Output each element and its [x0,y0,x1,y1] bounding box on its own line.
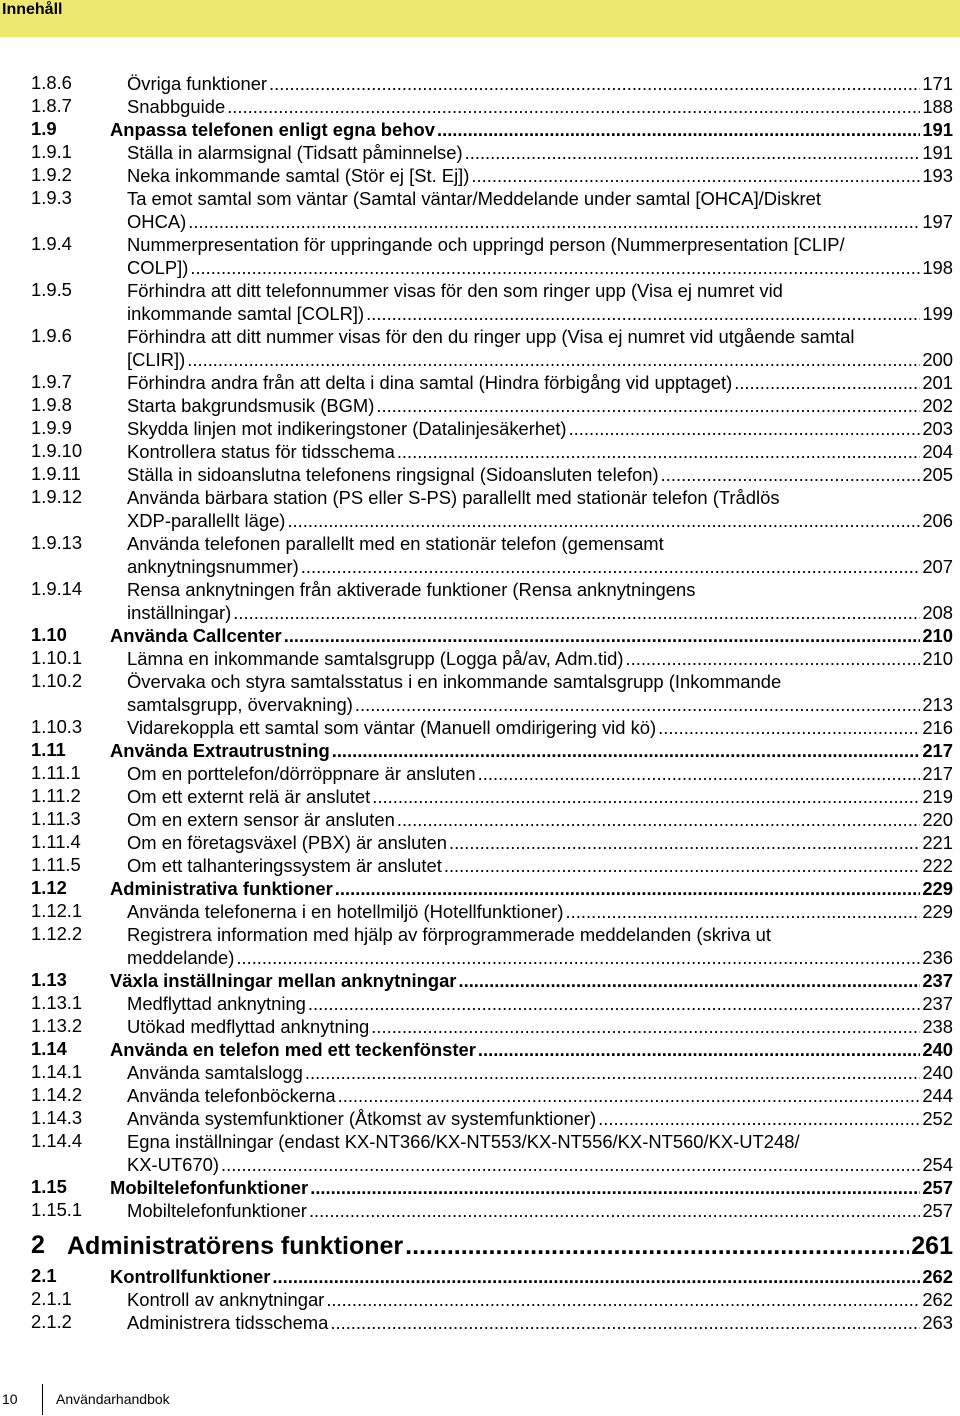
toc-page-number: 257 [922,1200,953,1221]
toc-entry[interactable] [31,900,953,923]
toc-entry-title: Kontrollfunktioner [110,1266,271,1287]
toc-entry-title: Neka inkommande samtal (Stör ej [St. Ej]) [127,165,470,186]
toc-entry[interactable] [31,1015,953,1038]
toc-entry-title: Utökad medflyttad anknytning [127,1016,370,1037]
toc-page-number: 210 [922,625,953,646]
toc-entry-title: KX-UT670) [127,1154,219,1175]
toc-entry-number: 1.13.1 [31,992,83,1013]
toc-page-number: 217 [922,740,953,761]
toc-page-number: 240 [922,1062,953,1083]
toc-entry-title: Använda bärbara station (PS eller S-PS) parallellt med stationär telefon (Trådlös [127,487,780,508]
toc-page-number: 199 [922,303,953,324]
toc-page-number: 216 [922,717,953,738]
toc-leader-dots [734,371,920,394]
toc-entry[interactable] [31,992,953,1015]
toc-page-number: 219 [922,786,953,807]
toc-page-number: 210 [922,648,953,669]
toc-entry-title: Nummerpresentation för uppringande och uppringd person (Nummerpresentation [CLIP/ [127,234,845,255]
toc-entry-number: 1.11.3 [31,808,81,829]
toc-entry[interactable] [31,1038,953,1061]
toc-page-number: 221 [922,832,953,853]
toc-page-number: 222 [922,855,953,876]
toc-entry-title: [CLIR]) [127,349,186,370]
toc-entry-title: Använda systemfunktioner (Åtkomst av systemfunktioner) [127,1108,597,1129]
toc-entry[interactable] [31,187,953,233]
toc-leader-dots [397,808,920,831]
toc-entry-title: Rensa anknytningen från aktiverade funktioner (Rensa anknytningens [127,579,696,600]
toc-leader-dots [397,440,921,463]
toc-entry-number: 2.1.1 [31,1288,72,1309]
toc-entry-number: 1.12.2 [31,923,83,944]
footer-divider [42,1384,43,1415]
toc-entry-number: 1.14.3 [31,1107,83,1128]
toc-entry-number: 1.8.6 [31,72,72,93]
toc-entry-number: 1.15 [31,1176,67,1197]
toc-entry-number: 1.9.9 [31,417,72,438]
toc-entry-title: Medflyttad anknytning [127,993,306,1014]
toc-page-number: 236 [922,947,953,968]
toc-leader-dots [310,1176,920,1199]
toc-entry-title: Kontroll av anknytningar [127,1289,325,1310]
toc-entry-number: 1.9.5 [31,279,72,300]
toc-leader-dots [227,95,920,118]
toc-page-number: 229 [922,878,953,899]
toc-leader-dots [471,164,920,187]
toc-entry-title: Använda Callcenter [110,625,282,646]
toc-entry[interactable] [31,1084,953,1107]
toc-page-number: 204 [922,441,953,462]
toc-entry-number: 1.9.7 [31,371,72,392]
toc-page-number: 200 [922,349,953,370]
toc-entry-title: Förhindra att ditt telefonnummer visas för den som ringer upp (Visa ej numret vid [127,280,783,301]
toc-entry[interactable] [31,279,953,325]
toc-entry-number: 1.9.12 [31,486,83,507]
toc-leader-dots [465,141,921,164]
toc-leader-dots [625,647,920,670]
toc-entry-number: 1.9.11 [31,463,81,484]
toc-entry-title: inkommande samtal [COLR]) [127,303,365,324]
toc-leader-dots [661,463,921,486]
toc-leader-dots [188,210,920,233]
toc-entry[interactable] [31,532,953,578]
toc-leader-dots [458,969,920,992]
table-of-contents [31,72,953,1334]
toc-entry[interactable] [31,440,953,463]
toc-entry-title: Använda samtalslogg [127,1062,303,1083]
toc-page-number: 205 [922,464,953,485]
toc-entry-title: Mobiltelefonfunktioner [127,1200,307,1221]
toc-entry-title: Administratörens funktioner [67,1232,404,1260]
toc-entry-title: Om ett talhanteringssystem är anslutet [127,855,442,876]
toc-entry-number: 1.10 [31,624,67,645]
toc-entry-title: OHCA) [127,211,187,232]
toc-leader-dots [326,1288,920,1311]
toc-leader-dots [338,1084,921,1107]
toc-page-number: 252 [922,1108,953,1129]
toc-entry-number: 1.10.1 [31,647,83,668]
toc-page-number: 193 [922,165,953,186]
toc-entry[interactable] [31,877,953,900]
toc-page-number: 198 [922,257,953,278]
toc-entry[interactable] [31,969,953,992]
toc-leader-dots [309,1199,920,1222]
toc-entry[interactable] [31,716,953,739]
toc-page-number: 217 [922,763,953,784]
toc-entry[interactable] [31,1265,953,1288]
toc-entry[interactable] [31,831,953,854]
toc-leader-dots [308,992,920,1015]
toc-entry-number: 1.11.5 [31,854,81,875]
toc-page-number: 202 [922,395,953,416]
toc-leader-dots [566,900,921,923]
toc-page-number: 229 [922,901,953,922]
toc-entry-number: 1.9.2 [31,164,72,185]
toc-page-number: 261 [911,1232,953,1260]
toc-entry[interactable] [31,624,953,647]
toc-entry-title: meddelande) [127,947,235,968]
toc-page-number: 244 [922,1085,953,1106]
toc-page-number: 213 [922,694,953,715]
footer-page-number: 10 [2,1391,18,1407]
toc-entry-number: 1.9.3 [31,187,72,208]
toc-entry-title: Om en porttelefon/dörröppnare är ansluten [127,763,476,784]
toc-entry-number: 1.15.1 [31,1199,83,1220]
toc-page-number: 191 [922,142,953,163]
toc-leader-dots [187,348,920,371]
toc-page-number: 197 [922,211,953,232]
toc-entry-title: Egna inställningar (endast KX-NT366/KX-NT553/KX-NT556/KX-NT560/KX-UT248/ [127,1131,800,1152]
toc-entry-number: 1.9.10 [31,440,83,461]
toc-entry-title: Ställa in alarmsignal (Tidsatt påminnelse) [127,142,463,163]
toc-leader-dots [355,693,920,716]
toc-entry-title: Anpassa telefonen enligt egna behov [110,119,435,140]
toc-entry[interactable] [31,325,953,371]
toc-entry[interactable] [31,808,953,831]
toc-leader-dots [371,1015,920,1038]
toc-leader-dots [236,946,920,969]
toc-leader-dots [284,624,921,647]
toc-page-number: 262 [922,1289,953,1310]
toc-leader-dots [366,302,920,325]
toc-leader-dots [376,394,920,417]
toc-entry-number: 1.13 [31,969,67,990]
toc-entry[interactable] [31,1107,953,1130]
toc-entry[interactable] [31,762,953,785]
toc-entry-title: Använda en telefon med ett teckenfönster [110,1039,476,1060]
toc-entry[interactable] [31,923,953,969]
toc-entry-title: Snabbguide [127,96,226,117]
toc-entry[interactable] [31,118,953,141]
toc-entry-title: XDP-parallellt läge) [127,510,286,531]
toc-entry-title: Övriga funktioner [127,73,268,94]
toc-entry-number: 1.10.3 [31,716,83,737]
header-bar [0,0,960,37]
toc-leader-dots [301,555,921,578]
toc-leader-dots [305,1061,920,1084]
toc-entry[interactable] [31,1288,953,1311]
toc-page-number: 220 [922,809,953,830]
toc-entry-title: Administrativa funktioner [110,878,333,899]
toc-entry[interactable] [31,1311,953,1334]
toc-entry-title: Övervaka och styra samtalsstatus i en inkommande samtalsgrupp (Inkommande [127,671,782,692]
toc-entry-title: Använda telefonen parallellt med en stationär telefon (gemensamt [127,533,664,554]
toc-entry[interactable] [31,1199,953,1222]
toc-page-number: 201 [922,372,953,393]
toc-entry-title: Lämna en inkommande samtalsgrupp (Logga på/av, Adm.tid) [127,648,624,669]
toc-entry-title: Mobiltelefonfunktioner [110,1177,309,1198]
toc-leader-dots [335,877,921,900]
toc-entry-number: 1.9.6 [31,325,72,346]
toc-entry[interactable] [31,233,953,279]
toc-entry-number: 1.8.7 [31,95,72,116]
toc-leader-dots [658,716,920,739]
toc-entry-title: Använda Extrautrustning [110,740,330,761]
footer-title: Användarhandbok [56,1391,170,1407]
toc-entry[interactable] [31,394,953,417]
toc-entry-title: Växla inställningar mellan anknytningar [110,970,457,991]
page-title: Innehåll [2,1,63,18]
toc-leader-dots [372,785,920,808]
toc-leader-dots [449,831,920,854]
toc-leader-dots [287,509,920,532]
toc-entry-number: 1.14 [31,1038,67,1059]
toc-entry[interactable] [31,95,953,118]
toc-page-number: 206 [922,510,953,531]
toc-entry-number: 1.14.1 [31,1061,83,1082]
toc-entry-number: 1.11.1 [31,762,81,783]
toc-leader-dots [233,601,920,624]
toc-leader-dots [444,854,920,877]
toc-entry-number: 1.12 [31,877,67,898]
toc-entry[interactable] [31,1130,953,1176]
toc-entry-title: Ta emot samtal som väntar (Samtal väntar/Meddelande under samtal [OHCA]/Diskret [127,188,822,209]
toc-page-number: 262 [922,1266,953,1287]
toc-page-number: 263 [922,1312,953,1333]
toc-entry-number: 2.1 [31,1265,57,1286]
toc-entry[interactable] [31,670,953,716]
toc-leader-dots [598,1107,920,1130]
toc-entry-number: 1.13.2 [31,1015,83,1036]
toc-entry-title: Starta bakgrundsmusik (BGM) [127,395,375,416]
toc-entry[interactable] [31,739,953,762]
toc-page-number: 237 [922,970,953,991]
toc-page-number: 208 [922,602,953,623]
toc-entry[interactable] [31,1061,953,1084]
toc-page-number: 254 [922,1154,953,1175]
toc-entry-title: Ställa in sidoanslutna telefonens ringsignal (Sidoansluten telefon) [127,464,659,485]
toc-page-number: 238 [922,1016,953,1037]
toc-entry-title: Förhindra att ditt nummer visas för den du ringer upp (Visa ej numret vid utgående samtal [127,326,855,347]
toc-entry-title: inställningar) [127,602,232,623]
toc-entry-number: 1.9.8 [31,394,72,415]
toc-page-number: 237 [922,993,953,1014]
toc-leader-dots [190,256,920,279]
toc-entry-number: 1.11.2 [31,785,81,806]
toc-entry-number: 1.10.2 [31,670,83,691]
toc-leader-dots [221,1153,920,1176]
toc-leader-dots [437,118,920,141]
toc-entry[interactable] [31,463,953,486]
toc-entry-title: anknytningsnummer) [127,556,299,577]
toc-entry[interactable] [31,486,953,532]
toc-page-number: 203 [922,418,953,439]
toc-leader-dots [569,417,921,440]
toc-entry-number: 1.14.2 [31,1084,83,1105]
toc-entry-title: Vidarekoppla ett samtal som väntar (Manuell omdirigering vid kö) [127,717,657,738]
toc-entry-number: 1.9.1 [31,141,72,162]
toc-entry-number: 1.11.4 [31,831,81,852]
toc-entry-number: 2.1.2 [31,1311,72,1332]
toc-entry[interactable] [31,164,953,187]
toc-page-number: 191 [922,119,953,140]
toc-entry[interactable] [31,1176,953,1199]
toc-leader-dots [478,762,921,785]
toc-entry-number: 1.12.1 [31,900,83,921]
toc-page-number: 207 [922,556,953,577]
toc-entry-number: 1.9 [31,118,57,139]
toc-entry[interactable] [31,371,953,394]
toc-entry[interactable] [31,72,953,95]
toc-entry-number: 1.9.14 [31,578,83,599]
toc-leader-dots [405,1231,909,1261]
toc-entry-title: Skydda linjen mot indikeringstoner (Datalinjesäkerhet) [127,418,567,439]
toc-entry-title: Kontrollera status för tidsschema [127,441,395,462]
toc-leader-dots [332,739,921,762]
toc-entry-number: 1.11 [31,739,66,760]
toc-page-number: 257 [922,1177,953,1198]
toc-leader-dots [478,1038,920,1061]
toc-entry[interactable] [31,141,953,164]
toc-entry-title: Använda telefonböckerna [127,1085,336,1106]
toc-entry-title: Om en företagsväxel (PBX) är ansluten [127,832,447,853]
toc-entry-number: 1.9.13 [31,532,83,553]
toc-entry-title: Administrera tidsschema [127,1312,329,1333]
toc-entry-title: Registrera information med hjälp av förprogrammerade meddelanden (skriva ut [127,924,771,945]
toc-entry[interactable] [31,1231,953,1261]
toc-entry-title: COLP]) [127,257,189,278]
toc-entry[interactable] [31,417,953,440]
toc-page-number: 240 [922,1039,953,1060]
toc-leader-dots [272,1265,920,1288]
toc-entry-number: 1.9.4 [31,233,72,254]
toc-entry[interactable] [31,647,953,670]
toc-entry-title: Förhindra andra från att delta i dina samtal (Hindra förbigång vid upptaget) [127,372,733,393]
toc-entry[interactable] [31,578,953,624]
toc-entry-title: Om ett externt relä är anslutet [127,786,371,807]
toc-entry-title: Om en extern sensor är ansluten [127,809,395,830]
toc-entry-number: 2 [31,1231,45,1259]
toc-leader-dots [330,1311,920,1334]
toc-leader-dots [269,72,920,95]
toc-page-number: 171 [922,73,953,94]
toc-entry[interactable] [31,785,953,808]
toc-entry-title: Använda telefonerna i en hotellmiljö (Hotellfunktioner) [127,901,564,922]
toc-entry[interactable] [31,854,953,877]
toc-page-number: 188 [922,96,953,117]
toc-entry-title: samtalsgrupp, övervakning) [127,694,353,715]
toc-entry-number: 1.14.4 [31,1130,83,1151]
